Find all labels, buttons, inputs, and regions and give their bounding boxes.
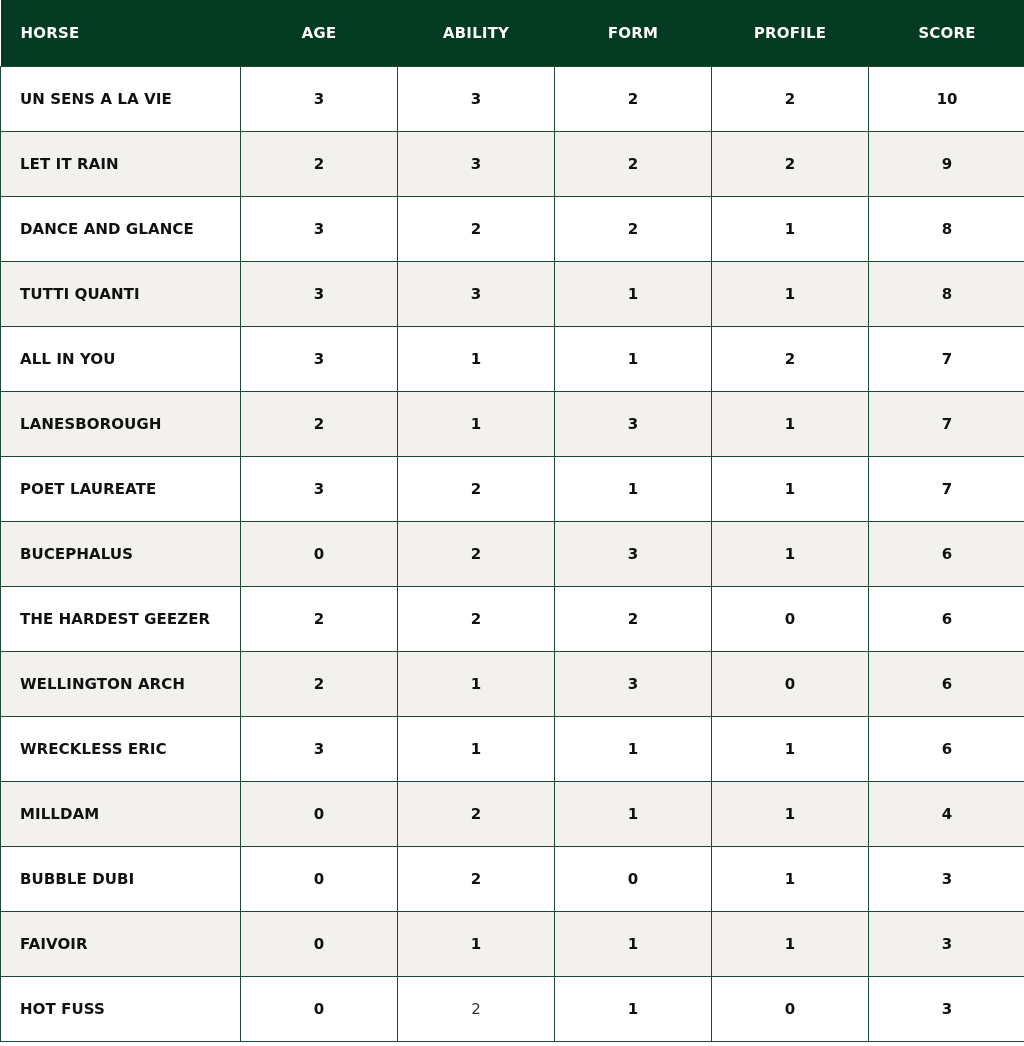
form-cell: 2 <box>555 131 712 196</box>
score-cell: 9 <box>869 131 1024 196</box>
age-cell: 2 <box>241 586 398 651</box>
profile-cell: 2 <box>712 66 869 131</box>
score-cell: 8 <box>869 261 1024 326</box>
profile-cell: 0 <box>712 651 869 716</box>
form-cell: 3 <box>555 521 712 586</box>
profile-cell: 0 <box>712 976 869 1041</box>
table-row <box>1 911 1024 976</box>
column-header-form: FORM <box>607 23 659 42</box>
age-cell: 3 <box>241 456 398 521</box>
horse-name-cell: FAIVOIR <box>1 911 241 976</box>
horse-name-cell: LET IT RAIN <box>1 131 241 196</box>
table-row <box>1 781 1024 846</box>
score-cell: 7 <box>869 326 1024 391</box>
score-cell: 7 <box>869 391 1024 456</box>
profile-cell: 1 <box>712 716 869 781</box>
horse-name-cell: THE HARDEST GEEZER <box>1 586 241 651</box>
age-cell: 0 <box>241 911 398 976</box>
ability-cell: 1 <box>398 326 555 391</box>
ability-cell: 2 <box>398 196 555 261</box>
ability-cell: 1 <box>398 911 555 976</box>
ability-cell: 2 <box>398 586 555 651</box>
table-row <box>1 846 1024 911</box>
ability-cell: 2 <box>398 781 555 846</box>
table-row <box>1 66 1024 131</box>
table-row <box>1 261 1024 326</box>
horse-name-cell: ALL IN YOU <box>1 326 241 391</box>
score-cell: 4 <box>869 781 1024 846</box>
table-row <box>1 326 1024 391</box>
age-cell: 2 <box>241 651 398 716</box>
form-cell: 1 <box>555 716 712 781</box>
profile-cell: 2 <box>712 131 869 196</box>
score-cell: 10 <box>869 66 1024 131</box>
form-cell: 1 <box>555 781 712 846</box>
ability-cell: 2 <box>398 846 555 911</box>
profile-cell: 1 <box>712 261 869 326</box>
score-cell: 7 <box>869 456 1024 521</box>
table-row <box>1 391 1024 456</box>
profile-cell: 1 <box>712 521 869 586</box>
profile-cell: 2 <box>712 326 869 391</box>
form-cell: 2 <box>555 196 712 261</box>
table-row <box>1 586 1024 651</box>
column-header-age: AGE <box>301 23 337 42</box>
age-cell: 3 <box>241 326 398 391</box>
age-cell: 3 <box>241 196 398 261</box>
form-cell: 2 <box>555 66 712 131</box>
ability-cell: 2 <box>398 976 555 1041</box>
ability-cell: 3 <box>398 261 555 326</box>
age-cell: 3 <box>241 66 398 131</box>
horse-name-cell: BUCEPHALUS <box>1 521 241 586</box>
profile-cell: 1 <box>712 196 869 261</box>
profile-cell: 1 <box>712 846 869 911</box>
header-row <box>1 0 1024 66</box>
age-cell: 2 <box>241 131 398 196</box>
horse-name-cell: LANESBOROUGH <box>1 391 241 456</box>
age-cell: 0 <box>241 781 398 846</box>
form-cell: 3 <box>555 391 712 456</box>
age-cell: 0 <box>241 976 398 1041</box>
table-header <box>1 0 1024 66</box>
horse-name-cell: BUBBLE DUBI <box>1 846 241 911</box>
horse-name-cell: TUTTI QUANTI <box>1 261 241 326</box>
ability-cell: 3 <box>398 66 555 131</box>
horse-name-cell: UN SENS A LA VIE <box>1 66 241 131</box>
column-header-score: SCORE <box>918 23 976 42</box>
age-cell: 0 <box>241 846 398 911</box>
form-cell: 1 <box>555 326 712 391</box>
table-row <box>1 651 1024 716</box>
age-cell: 2 <box>241 391 398 456</box>
form-cell: 1 <box>555 261 712 326</box>
table-row <box>1 196 1024 261</box>
form-cell: 2 <box>555 586 712 651</box>
form-cell: 1 <box>555 911 712 976</box>
ability-cell: 1 <box>398 391 555 456</box>
score-cell: 3 <box>869 976 1024 1041</box>
column-header-profile: PROFILE <box>753 23 827 42</box>
ability-cell: 1 <box>398 716 555 781</box>
age-cell: 3 <box>241 716 398 781</box>
profile-cell: 1 <box>712 391 869 456</box>
age-cell: 0 <box>241 521 398 586</box>
score-cell: 6 <box>869 716 1024 781</box>
table-row <box>1 131 1024 196</box>
profile-cell: 1 <box>712 911 869 976</box>
ability-cell: 1 <box>398 651 555 716</box>
score-cell: 3 <box>869 911 1024 976</box>
score-cell: 6 <box>869 651 1024 716</box>
ability-cell: 2 <box>398 521 555 586</box>
column-header-horse: HORSE <box>20 23 80 42</box>
table-row <box>1 521 1024 586</box>
age-cell: 3 <box>241 261 398 326</box>
form-cell: 3 <box>555 651 712 716</box>
horse-name-cell: HOT FUSS <box>1 976 241 1041</box>
score-cell: 6 <box>869 521 1024 586</box>
profile-cell: 1 <box>712 781 869 846</box>
horse-name-cell: POET LAUREATE <box>1 456 241 521</box>
horse-name-cell: WRECKLESS ERIC <box>1 716 241 781</box>
form-cell: 0 <box>555 846 712 911</box>
form-cell: 1 <box>555 976 712 1041</box>
score-cell: 6 <box>869 586 1024 651</box>
column-header-ability: ABILITY <box>442 23 510 42</box>
ability-cell: 3 <box>398 131 555 196</box>
profile-cell: 1 <box>712 456 869 521</box>
table-row <box>1 716 1024 781</box>
table-body <box>1 66 1024 1041</box>
horse-name-cell: MILLDAM <box>1 781 241 846</box>
form-cell: 1 <box>555 456 712 521</box>
ability-cell: 2 <box>398 456 555 521</box>
profile-cell: 0 <box>712 586 869 651</box>
table-row <box>1 976 1024 1041</box>
horse-name-cell: DANCE AND GLANCE <box>1 196 241 261</box>
score-cell: 8 <box>869 196 1024 261</box>
score-cell: 3 <box>869 846 1024 911</box>
horse-name-cell: WELLINGTON ARCH <box>1 651 241 716</box>
table-row <box>1 456 1024 521</box>
